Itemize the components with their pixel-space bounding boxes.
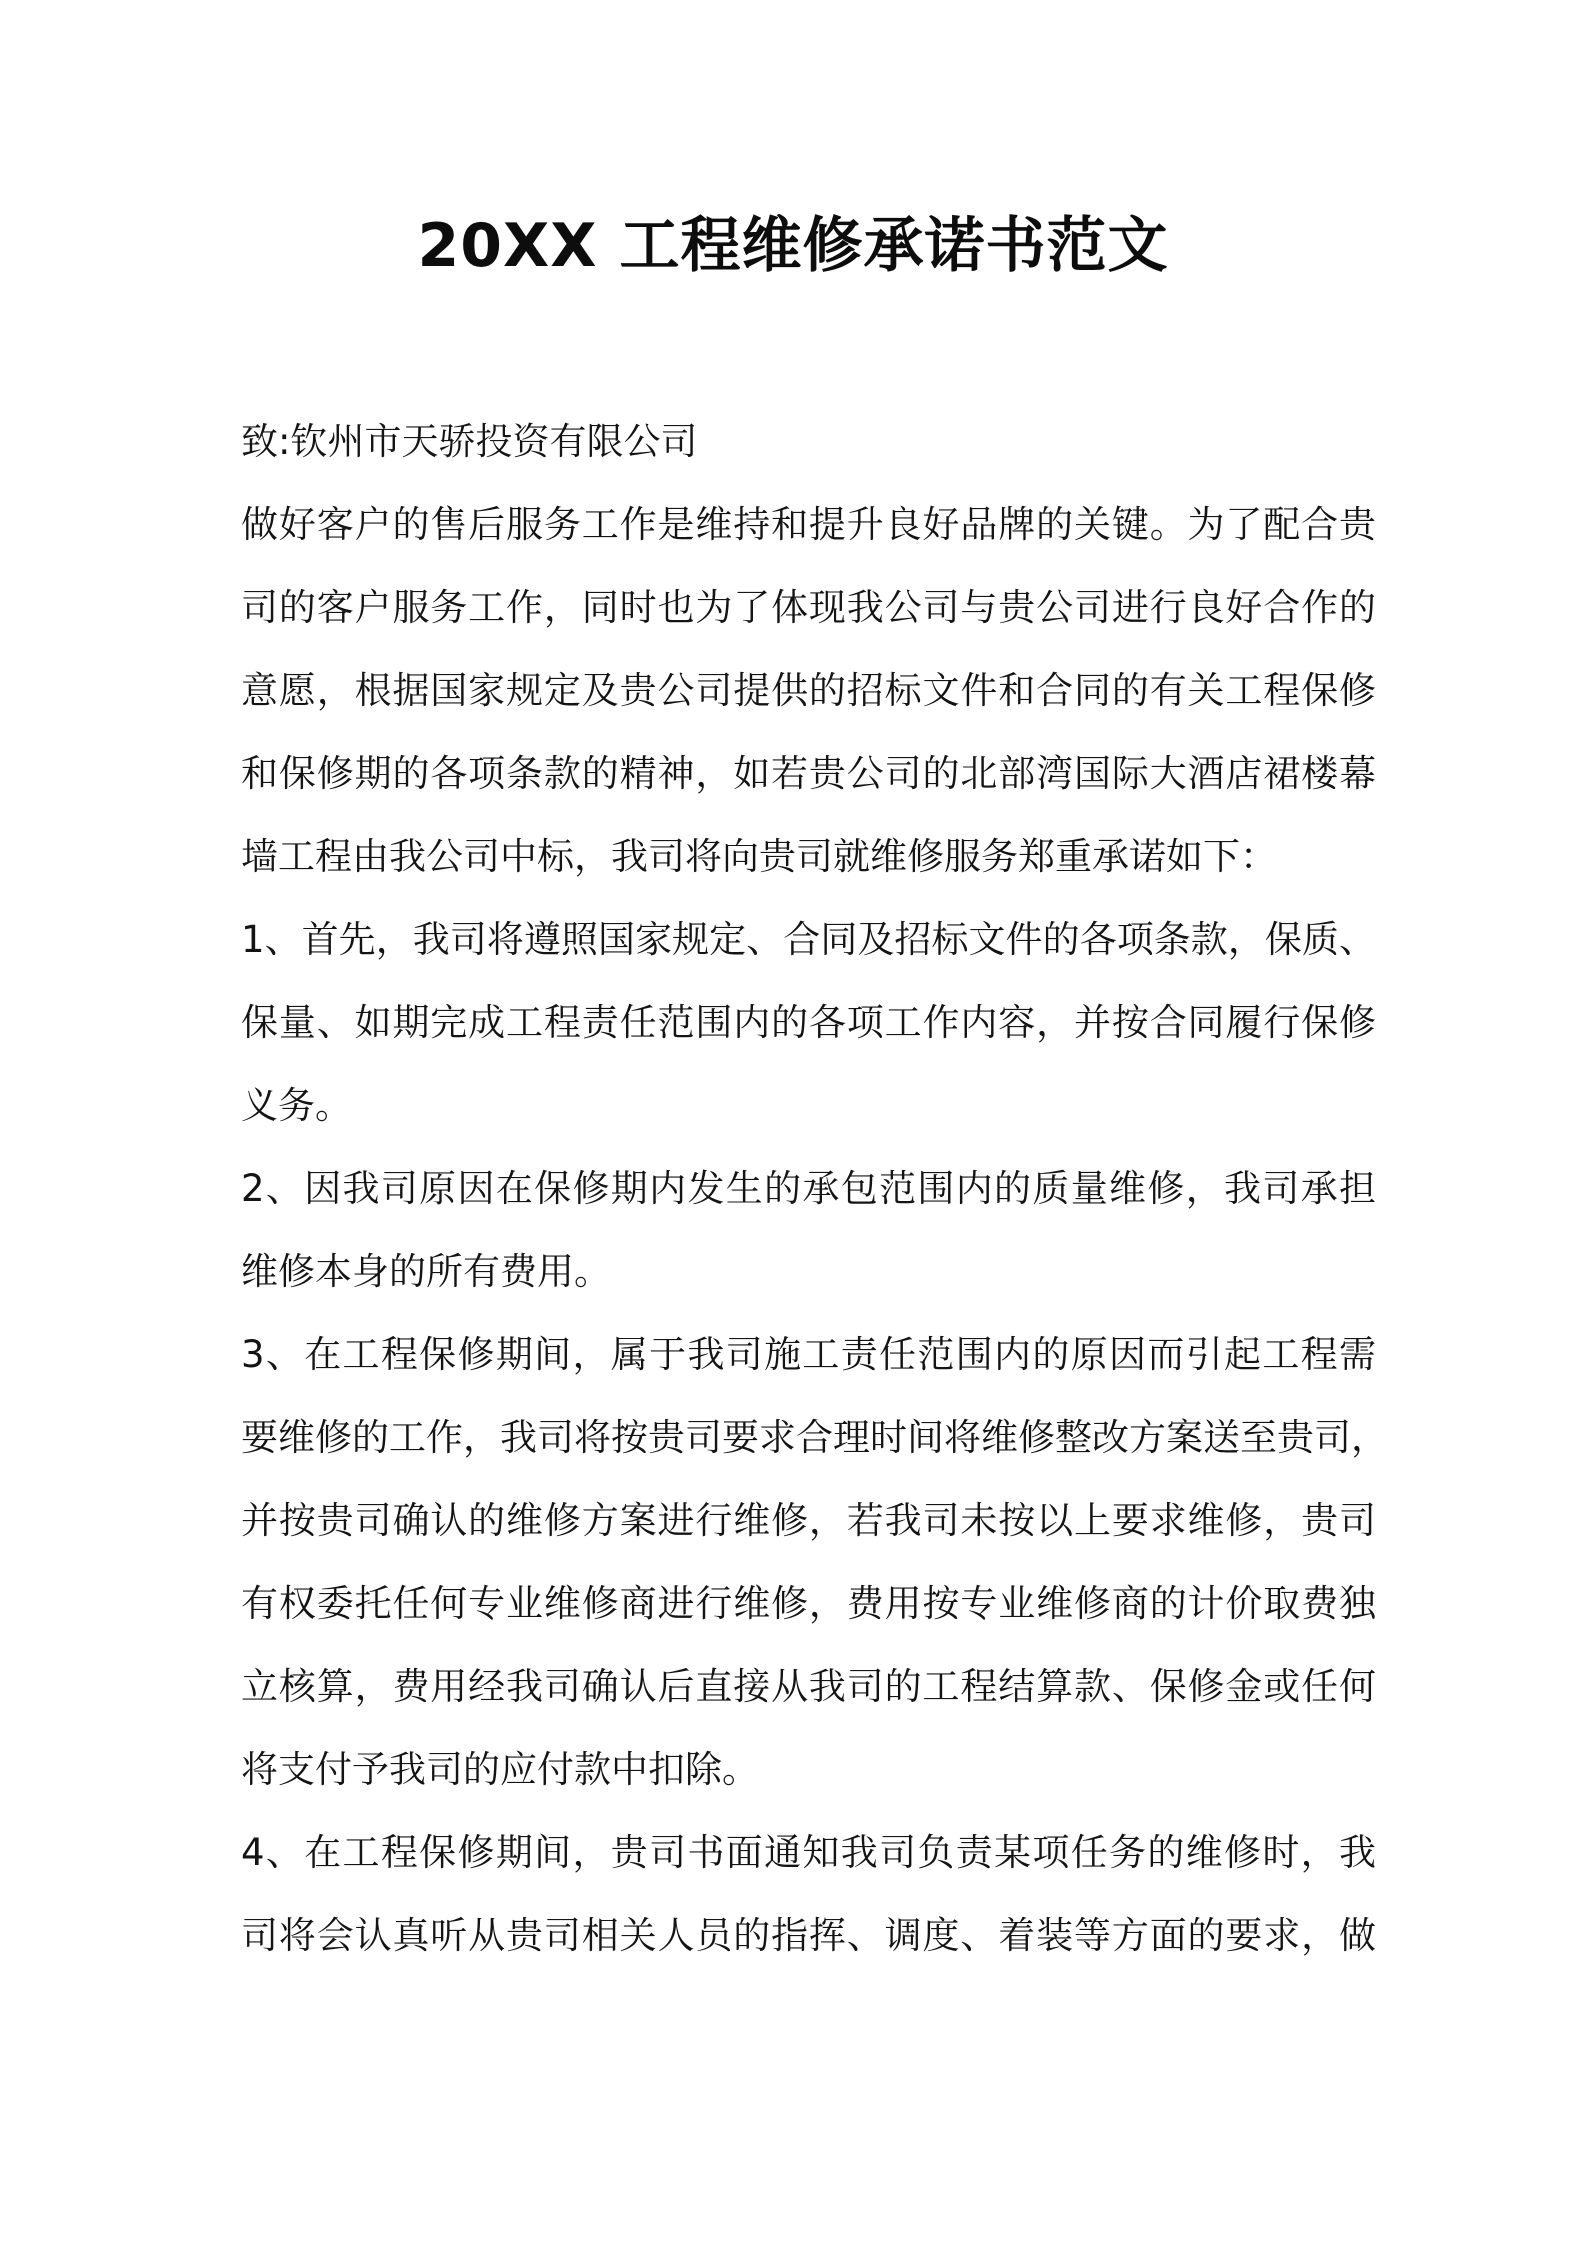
- body-line: 和保修期的各项条款的精神，如若贵公司的北部湾国际大酒店裙楼幕: [241, 752, 1376, 795]
- body-line: 3、在工程保修期间，属于我司施工责任范围内的原因而引起工程需: [241, 1333, 1376, 1376]
- body-line: 有权委托任何专业维修商进行维修，费用按专业维修商的计价取费独: [241, 1582, 1376, 1625]
- body-line: 4、在工程保修期间，贵司书面通知我司负责某项任务的维修时，我: [241, 1831, 1376, 1874]
- body-line: 1、首先，我司将遵照国家规定、合同及招标文件的各项条款，保质、: [241, 918, 1376, 961]
- body-line: 2、因我司原因在保修期内发生的承包范围内的质量维修，我司承担: [241, 1167, 1376, 1210]
- body-line: 司的客户服务工作，同时也为了体现我公司与贵公司进行良好合作的: [241, 586, 1376, 629]
- body-line: 司将会认真听从贵司相关人员的指挥、调度、着装等方面的要求，做: [241, 1914, 1376, 1957]
- body-line: 意愿，根据国家规定及贵公司提供的招标文件和合同的有关工程保修: [241, 669, 1376, 712]
- document-body: [241, 400, 1388, 1977]
- body-line: 将支付予我司的应付款中扣除。: [241, 1748, 759, 1791]
- body-line: 立核算，费用经我司确认后直接从我司的工程结算款、保修金或任何: [241, 1665, 1376, 1708]
- body-line: 义务。: [241, 1084, 352, 1127]
- body-line: 要维修的工作，我司将按贵司要求合理时间将维修整改方案送至贵司，: [241, 1416, 1388, 1459]
- body-line: 做好客户的售后服务工作是维持和提升良好品牌的关键。为了配合贵: [241, 503, 1376, 546]
- document-title: 20XX 工程维修承诺书范文: [417, 211, 1169, 281]
- body-line: 保量、如期完成工程责任范围内的各项工作内容，并按合同履行保修: [241, 1001, 1376, 1044]
- body-line: 致:钦州市天骄投资有限公司: [241, 420, 698, 463]
- body-line: 维修本身的所有费用。: [241, 1250, 611, 1293]
- body-line: 墙工程由我公司中标，我司将向贵司就维修服务郑重承诺如下：: [241, 835, 1277, 878]
- body-line: 并按贵司确认的维修方案进行维修，若我司未按以上要求维修，贵司: [241, 1499, 1376, 1542]
